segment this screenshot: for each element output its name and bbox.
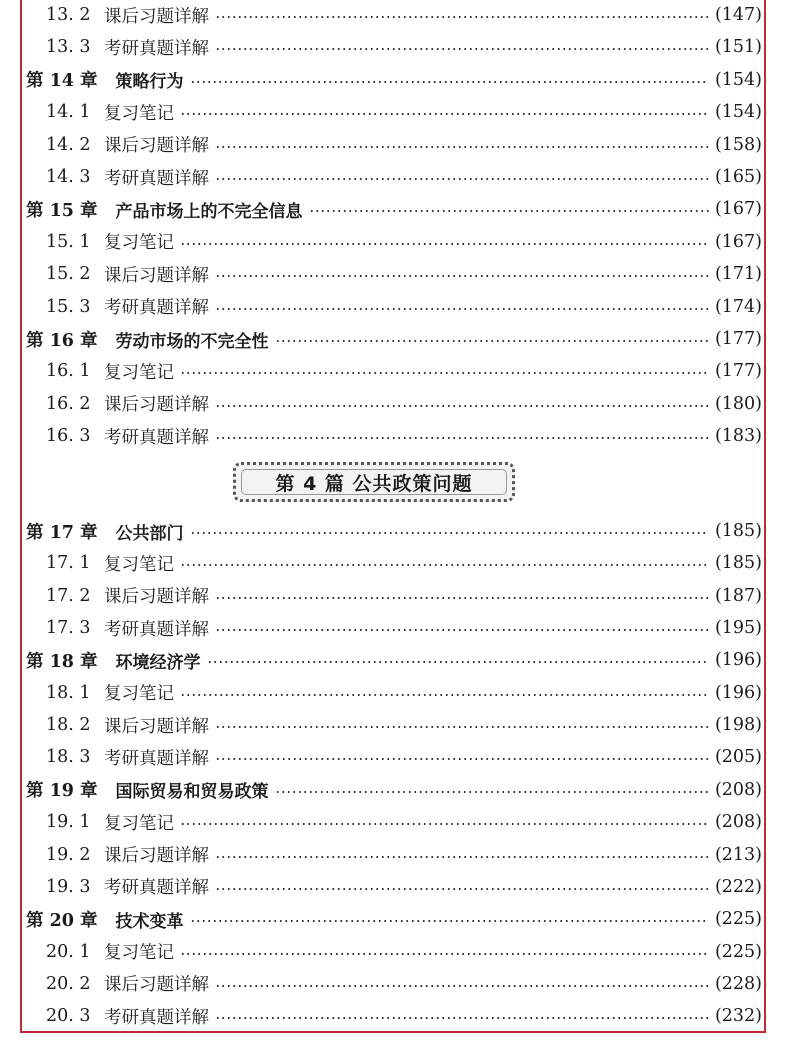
section-title: 复习笔记 <box>104 684 174 705</box>
section-number: 13. 2 <box>46 5 91 25</box>
dot-leader <box>215 405 709 407</box>
page-number: (225) <box>714 941 762 962</box>
page-number: (222) <box>714 876 762 897</box>
dot-leader <box>215 1017 709 1019</box>
dot-leader <box>215 48 709 50</box>
dot-leader <box>215 629 709 631</box>
toc-section-row[interactable] <box>26 612 762 644</box>
chapter-title: 策略行为 <box>115 72 184 93</box>
dot-leader <box>215 985 709 987</box>
dot-leader <box>180 953 709 955</box>
page-number: (165) <box>714 167 762 187</box>
toc-section-row[interactable] <box>26 871 762 903</box>
section-number: 20. 3 <box>46 1006 91 1027</box>
page-number: (195) <box>714 618 762 639</box>
section-number: 15. 1 <box>46 231 91 252</box>
part-banner <box>233 462 515 502</box>
page-number: (228) <box>714 973 762 994</box>
dot-leader <box>215 16 709 18</box>
section-number: 20. 2 <box>46 973 91 994</box>
section-title: 复习笔记 <box>104 103 174 124</box>
toc-section-row[interactable] <box>26 129 762 161</box>
chapter-title: 国际贸易和贸易政策 <box>115 782 269 803</box>
section-title: 考研真题详解 <box>104 748 209 769</box>
section-title: 课后习题详解 <box>104 136 209 157</box>
page-number: (183) <box>714 426 762 447</box>
section-title: 考研真题详解 <box>104 1007 209 1028</box>
section-number: 16. 1 <box>46 361 91 382</box>
section-number: 19. 1 <box>46 812 91 833</box>
dot-leader <box>275 791 709 793</box>
page-number: (208) <box>714 779 762 800</box>
dot-leader <box>215 856 709 858</box>
page-number: (174) <box>714 296 762 317</box>
section-title: 课后习题详解 <box>104 587 209 608</box>
section-title: 考研真题详解 <box>104 878 209 899</box>
chapter-title: 环境经济学 <box>115 652 201 673</box>
page-number: (187) <box>714 585 762 606</box>
section-title: 考研真题详解 <box>104 298 209 319</box>
page-number: (180) <box>714 393 762 414</box>
toc-section-row[interactable] <box>26 741 762 773</box>
section-title: 复习笔记 <box>104 554 174 575</box>
toc-section-row[interactable] <box>26 547 762 579</box>
page-number: (185) <box>714 553 762 574</box>
section-number: 15. 3 <box>46 296 91 317</box>
toc-section-row[interactable] <box>26 96 762 128</box>
page-number: (196) <box>714 650 762 671</box>
toc-section-row[interactable] <box>26 355 762 387</box>
section-number: 13. 3 <box>46 37 91 58</box>
dot-leader <box>215 178 709 180</box>
toc-chapter-row[interactable] <box>26 515 762 547</box>
page-number: (151) <box>714 37 762 58</box>
toc-chapter-row[interactable] <box>26 323 762 355</box>
section-title: 课后习题详解 <box>104 716 209 737</box>
toc-chapter-row[interactable] <box>26 193 762 225</box>
section-number: 16. 2 <box>46 393 91 414</box>
page-number: (177) <box>714 329 762 349</box>
toc-section-row[interactable] <box>26 580 762 612</box>
dot-leader <box>215 726 709 728</box>
toc-chapter-row[interactable] <box>26 64 762 96</box>
dot-leader <box>190 81 709 83</box>
chapter-title: 产品市场上的不完全信息 <box>115 201 303 222</box>
dot-leader <box>180 694 709 696</box>
section-title: 课后习题详解 <box>104 6 209 27</box>
dot-leader <box>215 437 709 439</box>
chapter-number: 第 15 章 <box>26 200 98 221</box>
toc-section-row[interactable] <box>26 161 762 193</box>
toc-section-row[interactable] <box>26 839 762 871</box>
page-number: (147) <box>714 5 762 25</box>
chapter-number: 第 16 章 <box>26 330 98 351</box>
section-title: 复习笔记 <box>104 813 174 834</box>
toc-section-row[interactable] <box>26 709 762 741</box>
page-number: (177) <box>714 361 762 382</box>
chapter-number: 第 19 章 <box>26 781 98 802</box>
page-number: (154) <box>714 102 762 123</box>
section-number: 17. 1 <box>46 553 91 574</box>
toc-section-row[interactable] <box>26 677 762 709</box>
section-title: 复习笔记 <box>104 362 174 383</box>
dot-leader <box>215 888 709 890</box>
dot-leader <box>180 823 709 825</box>
page-number: (196) <box>714 682 762 703</box>
section-number: 19. 3 <box>46 876 91 897</box>
section-number: 14. 1 <box>46 102 91 123</box>
dot-leader <box>215 146 709 148</box>
toc-section-row[interactable] <box>26 0 762 31</box>
section-title: 课后习题详解 <box>104 975 209 996</box>
dot-leader <box>215 275 709 277</box>
toc-section-row[interactable] <box>26 291 762 323</box>
page-number: (154) <box>714 69 762 90</box>
page-number: (213) <box>714 844 762 865</box>
section-title: 考研真题详解 <box>104 619 209 640</box>
toc-section-row[interactable] <box>26 258 762 290</box>
section-title: 考研真题详解 <box>104 38 209 59</box>
dot-leader <box>180 372 709 374</box>
toc-section-row[interactable] <box>26 806 762 838</box>
page-number: (171) <box>714 264 762 285</box>
toc-section-row[interactable] <box>26 936 762 968</box>
chapter-title: 公共部门 <box>115 523 184 544</box>
section-number: 17. 3 <box>46 618 91 639</box>
toc-section-row[interactable] <box>26 420 762 452</box>
section-title: 课后习题详解 <box>104 846 209 866</box>
page-number: (225) <box>714 909 762 930</box>
section-title: 考研真题详解 <box>104 168 209 189</box>
section-title: 复习笔记 <box>104 233 174 254</box>
toc-section-row[interactable] <box>26 31 762 63</box>
dot-leader <box>275 340 709 342</box>
toc-section-row[interactable] <box>26 968 762 1000</box>
section-title: 考研真题详解 <box>104 427 209 448</box>
chapter-number: 第 14 章 <box>26 71 98 92</box>
page-number: (232) <box>714 1006 762 1027</box>
dot-leader <box>190 920 709 922</box>
section-number: 14. 3 <box>46 167 91 187</box>
section-number: 20. 1 <box>46 941 91 962</box>
toc-chapter-row[interactable] <box>26 644 762 676</box>
dot-leader <box>207 661 709 663</box>
section-number: 18. 3 <box>46 747 91 768</box>
page-number: (167) <box>714 199 762 220</box>
page-number: (205) <box>714 747 762 768</box>
dot-leader <box>180 113 709 115</box>
page-number: (167) <box>714 231 762 252</box>
page-number: (185) <box>714 521 762 541</box>
page-number: (158) <box>714 134 762 155</box>
section-title: 课后习题详解 <box>104 395 209 416</box>
dot-leader <box>215 308 709 310</box>
section-number: 16. 3 <box>46 426 91 447</box>
section-number: 14. 2 <box>46 134 91 155</box>
section-number: 18. 2 <box>46 715 91 736</box>
dot-leader <box>215 758 709 760</box>
toc-section-row[interactable] <box>26 1000 762 1032</box>
chapter-title: 技术变革 <box>115 911 184 932</box>
part-title: 第 4 篇 公共政策问题 <box>275 472 473 495</box>
chapter-title: 劳动市场的不完全性 <box>115 331 269 352</box>
page-number: (198) <box>714 715 762 736</box>
toc-chapter-row[interactable] <box>26 903 762 935</box>
section-title: 复习笔记 <box>104 943 174 964</box>
toc-section-row[interactable] <box>26 388 762 420</box>
dot-leader <box>190 532 709 534</box>
toc-section-row[interactable] <box>26 226 762 258</box>
dot-leader <box>309 210 709 212</box>
toc-chapter-row[interactable] <box>26 774 762 806</box>
section-number: 15. 2 <box>46 264 91 285</box>
page-number: (208) <box>714 812 762 833</box>
section-number: 17. 2 <box>46 585 91 606</box>
dot-leader <box>180 564 709 566</box>
section-title: 课后习题详解 <box>104 265 209 286</box>
dot-leader <box>180 243 709 245</box>
section-number: 19. 2 <box>46 844 91 865</box>
chapter-number: 第 17 章 <box>26 522 98 543</box>
section-number: 18. 1 <box>46 682 91 703</box>
chapter-number: 第 20 章 <box>26 910 98 931</box>
chapter-number: 第 18 章 <box>26 651 98 672</box>
dot-leader <box>215 597 709 599</box>
